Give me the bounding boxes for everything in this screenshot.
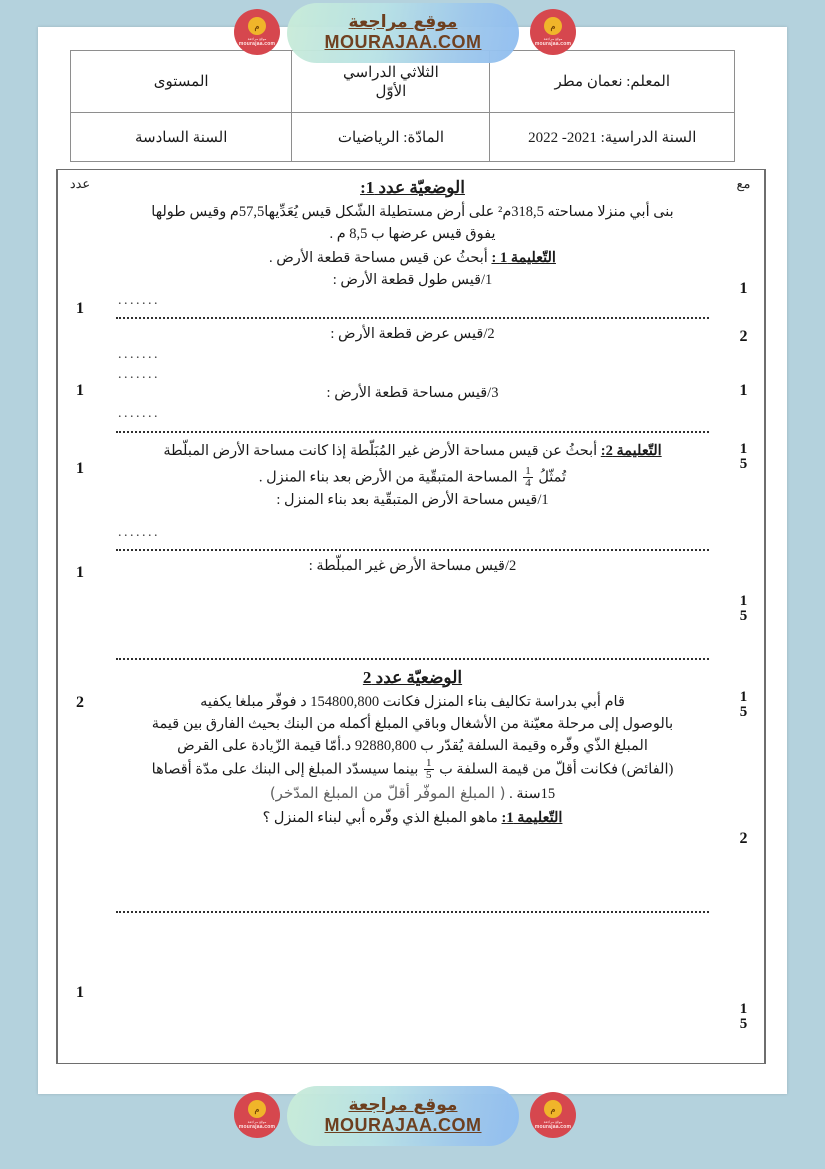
section-separator-1 [116,430,709,433]
mark-right-4-den: 5 [739,456,748,473]
exercise-1-instruction-2-line-a [114,441,711,463]
watermark-badge-bottom-left [234,1092,280,1138]
marks-column-left [57,170,102,1063]
exercise-1-statement-line-1: بنى أبي منزلا مساحته 318,5م² على أرض مستطيلة الشّكل قيس يُعَدِّيها57,5م وقيس طولها [151,204,674,220]
exercise-2-amount-1: 154800,800 [310,693,380,710]
answer-line-3 [116,910,709,913]
exercise-2-statement-line-2: بالوصول إلى مرحلة معيّنة من الأشغال وباقي المبلغ أكمله من البنك بحيث الفارق بين قيمة [151,715,674,732]
watermark-site-url: MOURAJAA.COM [324,1115,482,1135]
header-identification-table [70,50,735,162]
spacer [114,877,711,903]
mark-right-6 [723,690,764,721]
answer-dots-2: ....... [118,346,160,362]
answer-dots-4: ....... [118,405,160,421]
exercise-2-statement-post: د فوفّر مبلغا يكفيه [200,693,307,710]
watermark-badge-top-right [530,9,576,55]
fraction-denominator: 5 [426,769,432,782]
mark-left-2: 1 [76,382,84,399]
exercise-1-question-4: 1/قيس مساحة الأرض المتبقّية بعد بناء المنزل : [276,491,549,508]
table-row [71,113,735,162]
exercise-2-statement-line-3 [114,736,711,757]
mark-right-6-num: 1 [739,689,748,705]
fraction-one-fifth [424,758,434,782]
mark-right-2: 2 [739,328,748,345]
mark-right-5-num: 1 [739,593,748,609]
badge-site-url: mourajaa.com [238,41,276,47]
spacer [114,623,711,649]
fraction-numerator: 1 [426,756,432,769]
exercise-1-instruction-1-lead: التّعليمة 1 : [491,250,556,267]
exercise-1-question-2: 2/قيس عرض قطعة الأرض : [330,325,495,342]
exercise-2-statement-4-post: بينما سيسدّد المبلغ إلى البنك على مدّة أقصاها [151,761,419,778]
mark-right-8 [723,1002,764,1033]
watermark-bottom [287,1086,519,1146]
exercise-1-title: الوضعيّة عدد 1: [360,178,465,197]
mourajaa-logo-icon: م [544,17,562,35]
mark-left-1: 1 [76,300,84,317]
badge-site-url: mourajaa.com [534,41,572,47]
mark-left-3: 1 [76,460,84,477]
mark-right-4-num: 1 [739,441,748,457]
mourajaa-logo-icon: م [248,1100,266,1118]
watermark-site-url: MOURAJAA.COM [324,32,482,52]
watermark-arabic-text: موقع مراجعة [348,1095,458,1116]
instruction-2-pre: تُمثّلُ [538,469,567,486]
spacer [114,511,711,521]
exercise-2-title: الوضعيّة عدد 2 [362,667,463,687]
scanned-worksheet-page [38,27,787,1094]
fraction-denominator: 4 [525,477,531,490]
exercise-2-statement-line-4 [114,758,711,782]
exercise-2-statement-4-pre: (الفائض) فكانت أقلّ من قيمة السلفة ب [439,761,674,778]
badge-arabic-text: موقع مراجعة [247,37,267,41]
exercise-1-instruction-2-lead: التّعليمة 2: [600,442,662,459]
term-line-1: الثلاثي الدراسي [343,64,439,81]
mark-right-5 [723,594,764,625]
exercise-1-instruction-1-text: أبحثُ عن قيس مساحة قطعة الأرض . [269,250,488,267]
mark-left-5: 2 [76,694,84,711]
level-value-cell: السنة السادسة [71,113,292,162]
exercise-1-question-5: 2/قيس مساحة الأرض غير المبلّطة : [308,557,517,574]
exercise-2-instruction-1-lead: التّعليمة 1: [501,809,563,826]
instruction-2-post: المساحة المتبقّية من الأرض بعد بناء المنزل . [258,469,518,486]
badge-site-url: mourajaa.com [534,1124,572,1130]
mark-right-8-den: 5 [739,1016,748,1033]
mark-left-4: 1 [76,564,84,581]
watermark-badge-top-left [234,9,280,55]
exercise-1-instruction-2-line-b [114,466,711,490]
answer-line-2 [116,548,709,551]
spacer [114,577,711,623]
watermark-pill [287,1086,519,1146]
marks-column-right-header: مع [736,176,751,191]
mark-right-1: 1 [739,280,748,297]
table-row [71,51,735,113]
watermark-arabic-text: موقع مراجعة [348,12,458,33]
mark-right-4 [723,442,764,473]
mourajaa-logo-icon: م [248,17,266,35]
term-cell [292,51,490,113]
mark-left-6: 1 [76,984,84,1001]
exercise-2-statement-3-pre: المبلغ الذّي وفّره وقيمة السلفة يُقدّر ب [420,737,648,754]
answer-dots-1: ....... [118,292,160,308]
answer-dots-3: ....... [118,366,160,382]
teacher-cell: المعلم: نعمان مطر [490,51,735,113]
mark-right-6-den: 5 [739,704,748,721]
exercise-1-statement-line-2: يفوق قيس عرضها ب 8,5 م . [329,226,496,243]
exercise-2-statement-line-5 [114,783,711,805]
spacer [114,831,711,877]
exercise-2-statement-3-post: د.أمّا قيمة الزّيادة على القرض [177,737,352,754]
mark-right-3: 1 [739,382,748,399]
subject-cell: المادّة: الرياضيات [292,113,490,162]
marks-column-left-header: عدد [69,176,91,191]
fraction-one-quarter [523,466,533,490]
exercise-1-instruction-2-text-a: أبحثُ عن قيس مساحة الأرض غير المُبَلّطة إذا كانت مساحة الأرض المبلّطة [163,442,598,459]
answer-line-1 [116,316,709,319]
exam-body-table [56,169,766,1064]
badge-arabic-text: موقع مراجعة [247,1120,267,1124]
mark-right-8-num: 1 [739,1001,748,1017]
mourajaa-logo-icon: م [544,1100,562,1118]
exam-content-column [102,170,723,1063]
exercise-2-instruction-1 [114,808,711,830]
exercise-2-amount-2: 92880,800 [354,737,417,754]
badge-arabic-text: موقع مراجعة [543,1120,563,1124]
exercise-2-statement-line-1 [114,692,711,713]
mark-right-7: 2 [739,830,748,847]
fraction-numerator: 1 [525,464,531,477]
exercise-1-question-1: 1/قيس طول قطعة الأرض : [332,271,493,288]
exercise-2-statement-pre: قام أبي بدراسة تكاليف بناء المنزل فكانت [382,693,625,710]
level-label-cell: المستوى [71,51,292,113]
badge-arabic-text: موقع مراجعة [543,37,563,41]
badge-site-url: mourajaa.com [238,1124,276,1130]
term-line-2: الأوّل [375,83,407,100]
answer-dots-5: ....... [118,524,160,540]
section-separator-2 [116,657,709,660]
watermark-badge-bottom-right [530,1092,576,1138]
exercise-1-instruction-1 [114,248,711,270]
exercise-2-instruction-1-text: ماهو المبلغ الذي وفّره أبي لبناء المنزل ؟ [262,809,498,826]
exercise-1-question-3: 3/قيس مساحة قطعة الأرض : [326,384,499,401]
marks-column-right [723,170,765,1063]
handwritten-annotation: ( المبلغ الموفّر أقلّ من المبلغ المدّخر) [269,783,506,802]
mark-right-5-den: 5 [739,608,748,625]
school-year-cell: السنة الدراسية: 2021- 2022 [490,113,735,162]
exercise-2-duration: 15سنة . [509,785,556,802]
